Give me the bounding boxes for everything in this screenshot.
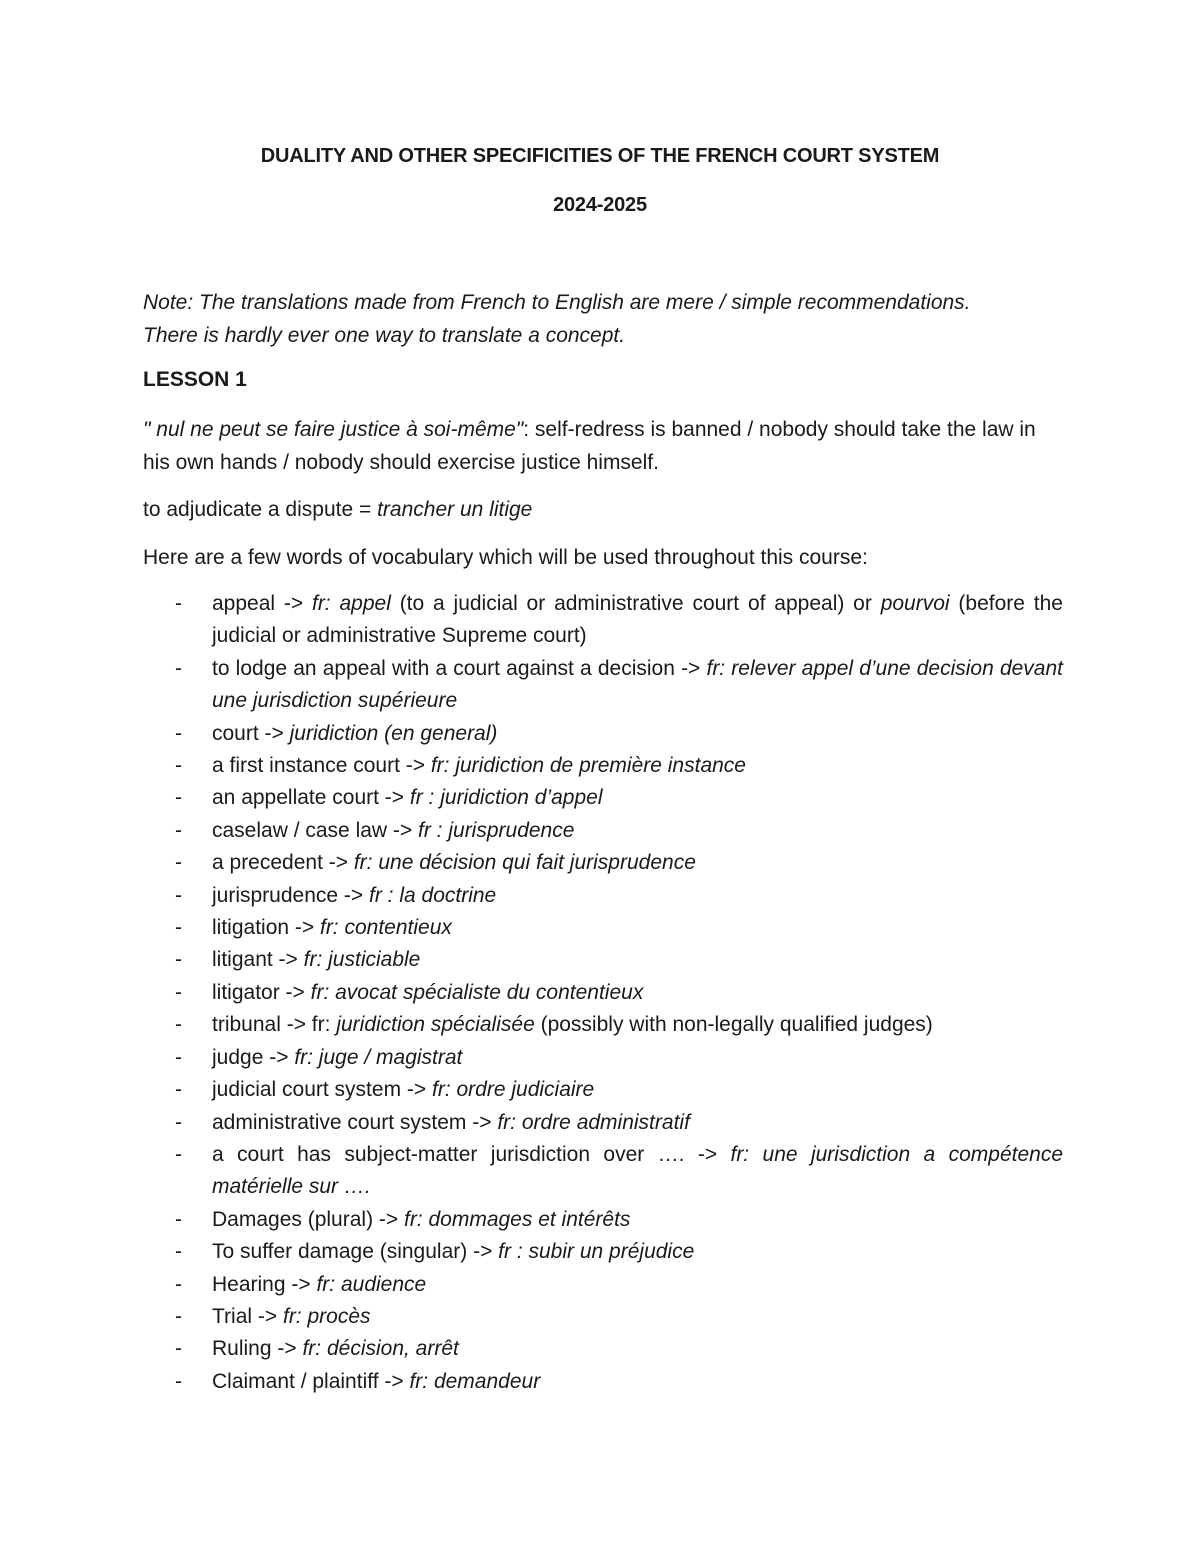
vocab-term: to lodge an appeal with a court against a decision -> bbox=[212, 656, 707, 680]
vocab-item bbox=[143, 1269, 1063, 1301]
bullet-dash: - bbox=[175, 818, 182, 842]
bullet-dash: - bbox=[175, 656, 182, 680]
vocab-term: litigant -> bbox=[212, 948, 304, 972]
bullet-dash: - bbox=[175, 754, 182, 778]
note-line-2: There is hardly ever one way to translate a concept. bbox=[143, 324, 626, 347]
vocab-term: Hearing -> bbox=[212, 1272, 317, 1296]
bullet-dash: - bbox=[175, 1045, 182, 1069]
vocab-item bbox=[143, 1333, 1063, 1365]
vocab-item bbox=[143, 880, 1063, 912]
vocab-item bbox=[143, 1074, 1063, 1106]
vocab-translation: fr: justiciable bbox=[303, 948, 421, 972]
bullet-dash: - bbox=[175, 1207, 182, 1231]
adjudicate-paragraph bbox=[143, 493, 1063, 526]
vocab-term: a precedent -> bbox=[212, 851, 354, 875]
vocab-item bbox=[143, 847, 1063, 879]
vocab-term: caselaw / case law -> bbox=[212, 818, 419, 842]
vocab-item bbox=[143, 1236, 1063, 1268]
vocab-translation: fr: dommages et intérêts bbox=[403, 1207, 631, 1231]
vocab-term: Claimant / plaintiff -> bbox=[212, 1369, 410, 1393]
vocab-item bbox=[143, 750, 1063, 782]
vocab-translation: fr: procès bbox=[282, 1304, 371, 1328]
maxim-quote: " nul ne peut se faire justice à soi-même" bbox=[143, 418, 524, 441]
bullet-dash: - bbox=[175, 1272, 182, 1296]
vocab-alt-detail: (before the judicial or administrative Supreme court) bbox=[212, 592, 1063, 648]
bullet-dash: - bbox=[175, 851, 182, 875]
vocab-term: tribunal -> fr: bbox=[212, 1013, 337, 1037]
vocab-translation: fr : jurisprudence bbox=[418, 818, 575, 842]
vocab-translation: fr: audience bbox=[316, 1272, 427, 1296]
vocabulary-list bbox=[143, 588, 1063, 1398]
vocab-term: an appellate court -> bbox=[212, 786, 410, 810]
bullet-dash: - bbox=[175, 916, 182, 940]
vocab-term: litigation -> bbox=[212, 916, 320, 940]
vocab-term: litigator -> bbox=[212, 980, 311, 1004]
vocab-item bbox=[143, 1107, 1063, 1139]
bullet-dash: - bbox=[175, 1013, 182, 1037]
vocab-translation: fr: demandeur bbox=[409, 1369, 541, 1393]
vocab-term: Ruling -> bbox=[212, 1337, 303, 1361]
vocab-term: court -> bbox=[212, 721, 290, 745]
vocab-translation: juridiction spécialisée bbox=[336, 1013, 535, 1037]
bullet-dash: - bbox=[175, 1110, 182, 1134]
bullet-dash: - bbox=[175, 592, 182, 615]
bullet-dash: - bbox=[175, 948, 182, 972]
translation-note bbox=[143, 286, 1063, 352]
adjudicate-fr: trancher un litige bbox=[377, 498, 533, 521]
vocab-term: appeal -> bbox=[212, 592, 312, 615]
bullet-dash: - bbox=[175, 1142, 182, 1166]
vocab-item bbox=[143, 1009, 1063, 1041]
vocab-item bbox=[143, 944, 1063, 976]
bullet-dash: - bbox=[175, 980, 182, 1004]
vocab-term: Damages (plural) -> bbox=[212, 1207, 404, 1231]
vocab-translation: fr: une décision qui fait jurisprudence bbox=[353, 851, 696, 875]
maxim-paragraph bbox=[143, 413, 1063, 479]
vocab-item bbox=[143, 815, 1063, 847]
maxim-text: : self-redress is banned / nobody should take the law in his own hands / nobody should exercise justice himself. bbox=[143, 418, 1036, 474]
vocab-translation: fr : juridiction d’appel bbox=[409, 786, 603, 810]
vocab-term: administrative court system -> bbox=[212, 1110, 498, 1134]
bullet-dash: - bbox=[175, 1369, 182, 1393]
vocab-item bbox=[143, 1204, 1063, 1236]
bullet-dash: - bbox=[175, 1337, 182, 1361]
document-title: DUALITY AND OTHER SPECIFICITIES OF THE FRENCH COURT SYSTEM bbox=[260, 145, 940, 167]
lesson-heading: LESSON 1 bbox=[143, 368, 247, 391]
vocab-item bbox=[143, 588, 1063, 653]
vocab-item bbox=[143, 653, 1063, 718]
vocab-detail: (to a judicial or administrative court of appeal) or bbox=[390, 592, 881, 615]
vocab-detail: (possibly with non-legally qualified judges) bbox=[534, 1013, 933, 1037]
vocab-translation: fr: contentieux bbox=[319, 916, 452, 940]
vocab-alt-translation: pourvoi bbox=[880, 592, 950, 615]
vocab-translation: fr: appel bbox=[311, 592, 391, 615]
vocab-term: Trial -> bbox=[212, 1304, 283, 1328]
bullet-dash: - bbox=[175, 1240, 182, 1264]
vocab-translation: fr : la doctrine bbox=[369, 883, 497, 907]
bullet-dash: - bbox=[175, 786, 182, 810]
vocab-translation: fr: ordre judiciaire bbox=[432, 1078, 595, 1102]
vocab-term: a court has subject-matter jurisdiction over …. -> bbox=[212, 1142, 731, 1166]
vocab-intro: Here are a few words of vocabulary which will be used throughout this course: bbox=[143, 546, 868, 569]
vocab-item bbox=[143, 1139, 1063, 1204]
vocab-term: judge -> bbox=[212, 1045, 295, 1069]
vocab-translation: fr: relever appel d’une decision devant une jurisdiction supérieure bbox=[212, 656, 1063, 713]
vocab-translation: juridiction (en general) bbox=[289, 721, 498, 745]
vocab-item bbox=[143, 1366, 1063, 1398]
vocab-item bbox=[143, 1301, 1063, 1333]
bullet-dash: - bbox=[175, 1304, 182, 1328]
bullet-dash: - bbox=[175, 721, 182, 745]
vocab-item bbox=[143, 1042, 1063, 1074]
vocab-item bbox=[143, 718, 1063, 750]
vocab-translation: fr : subir un préjudice bbox=[498, 1240, 695, 1264]
vocab-translation: fr: juge / magistrat bbox=[294, 1045, 463, 1069]
vocab-term: jurisprudence -> bbox=[212, 883, 369, 907]
note-line-1: Note: The translations made from French to English are mere / simple recommendations. bbox=[143, 291, 971, 314]
vocab-term: a first instance court -> bbox=[212, 754, 431, 778]
vocab-translation: fr: décision, arrêt bbox=[302, 1337, 459, 1361]
vocab-item bbox=[143, 912, 1063, 944]
adjudicate-en: to adjudicate a dispute = bbox=[143, 498, 378, 521]
bullet-dash: - bbox=[175, 1078, 182, 1102]
vocab-translation: fr: juridiction de première instance bbox=[430, 754, 746, 778]
bullet-dash: - bbox=[175, 883, 182, 907]
vocab-translation: fr: une jurisdiction a compétence matérielle sur …. bbox=[212, 1142, 1064, 1199]
vocab-translation: fr: ordre administratif bbox=[497, 1110, 690, 1134]
vocab-item bbox=[143, 782, 1063, 814]
document-year: 2024-2025 bbox=[553, 194, 647, 216]
vocab-term: judicial court system -> bbox=[212, 1078, 432, 1102]
vocab-term: To suffer damage (singular) -> bbox=[212, 1240, 499, 1264]
vocab-translation: fr: avocat spécialiste du contentieux bbox=[310, 980, 644, 1004]
vocab-item bbox=[143, 977, 1063, 1009]
